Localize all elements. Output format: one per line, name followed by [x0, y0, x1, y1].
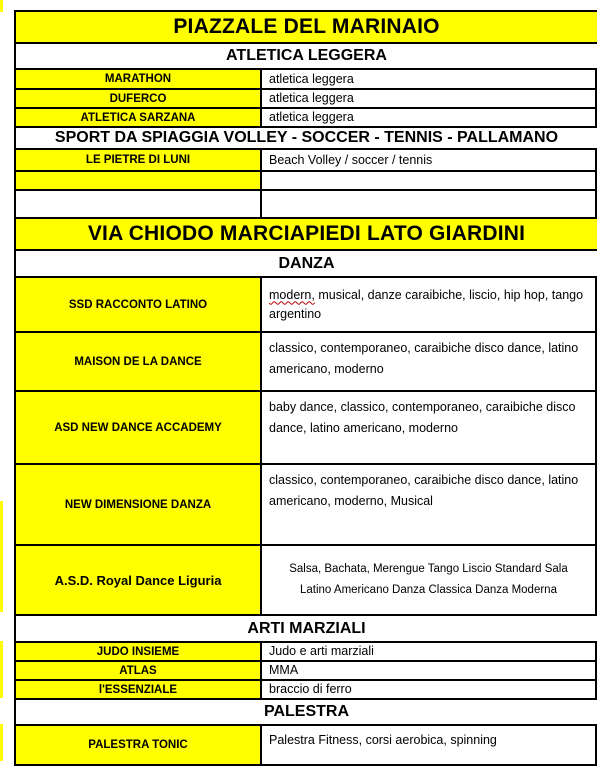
association-name-cell: ATLETICA SARZANA [16, 109, 262, 126]
left-edge-highlight-artifact [0, 501, 3, 612]
venue-title-row [16, 12, 597, 44]
association-name-cell: LE PIETRE DI LUNI [16, 150, 262, 170]
sports-facilities-table [14, 10, 597, 766]
activities-cell: atletica leggera [262, 109, 597, 126]
activities-text-rest: musical, danze caraibiche, liscio, hip hop, tango argentino [269, 287, 584, 321]
activities-cell: atletica leggera [262, 70, 597, 88]
association-name-cell: MAISON DE LA DANCE [16, 333, 262, 390]
category-header: SPORT DA SPIAGGIA VOLLEY - SOCCER - TENNIS - PALLAMANO [54, 129, 559, 146]
category-header: ATLETICA LEGGERA [226, 47, 387, 64]
association-row [16, 392, 597, 465]
activities-cell: classico, contemporaneo, caraibiche disco dance, latino americano, moderno [262, 333, 597, 390]
association-row [16, 278, 597, 333]
category-header: PALESTRA [263, 703, 350, 720]
association-row [16, 681, 597, 700]
activities-cell: Salsa, Bachata, Merengue Tango Liscio Standard Sala Latino Americano Danza Classica Danza Moderna [262, 546, 597, 614]
association-name-cell: PALESTRA TONIC [16, 726, 262, 764]
activities-cell: braccio di ferro [262, 681, 597, 698]
left-edge-highlight-artifact [0, 724, 3, 761]
association-row [16, 70, 597, 90]
activities-text [269, 286, 585, 324]
association-row [16, 546, 597, 616]
association-row [16, 726, 597, 766]
category-header-row [16, 700, 597, 726]
category-header: DANZA [278, 254, 335, 272]
association-row [16, 150, 597, 172]
spacer-row [16, 191, 597, 219]
activities-cell [262, 172, 597, 189]
activities-cell: Judo e arti marziali [262, 643, 597, 660]
venue-title: VIA CHIODO MARCIAPIEDI LATO GIARDINI [87, 222, 526, 245]
empty-cell [16, 191, 262, 217]
association-name-cell: ASD NEW DANCE ACCADEMY [16, 392, 262, 463]
association-name-cell: MARATHON [16, 70, 262, 88]
category-header-row [16, 44, 597, 70]
activities-cell: classico, contemporaneo, caraibiche disco dance, latino americano, moderno, Musical [262, 465, 597, 544]
association-name-cell: DUFERCO [16, 90, 262, 107]
association-name-cell: A.S.D. Royal Dance Liguria [16, 546, 262, 614]
association-name-cell: NEW DIMENSIONE DANZA [16, 465, 262, 544]
left-edge-highlight-artifact [0, 0, 3, 12]
association-name-cell [16, 172, 262, 189]
category-header-row [16, 616, 597, 643]
association-row [16, 333, 597, 392]
venue-title-row [16, 219, 597, 251]
association-row [16, 643, 597, 662]
association-name-cell: l'ESSENZIALE [16, 681, 262, 698]
activities-cell: MMA [262, 662, 597, 679]
category-header: ARTI MARZIALI [247, 619, 366, 637]
association-row [16, 90, 597, 109]
activities-cell: baby dance, classico, contemporaneo, caraibiche disco dance, latino americano, moderno [262, 392, 597, 463]
activities-cell: atletica leggera [262, 90, 597, 107]
association-name-cell: ATLAS [16, 662, 262, 679]
empty-cell [262, 191, 597, 217]
misspelled-word: modern, [269, 287, 315, 302]
activities-cell: Beach Volley / soccer / tennis [262, 150, 597, 170]
activities-cell: Palestra Fitness, corsi aerobica, spinning [262, 726, 597, 764]
activities-cell [262, 278, 597, 331]
category-header-row [16, 251, 597, 278]
venue-title: PIAZZALE DEL MARINAIO [173, 15, 440, 38]
association-row [16, 109, 597, 128]
association-row [16, 662, 597, 681]
left-edge-highlight-artifact [0, 641, 3, 698]
association-row [16, 465, 597, 546]
empty-association-row [16, 172, 597, 191]
association-name-cell: SSD RACCONTO LATINO [16, 278, 262, 331]
association-name-cell: JUDO INSIEME [16, 643, 262, 660]
category-header-row [16, 128, 597, 150]
